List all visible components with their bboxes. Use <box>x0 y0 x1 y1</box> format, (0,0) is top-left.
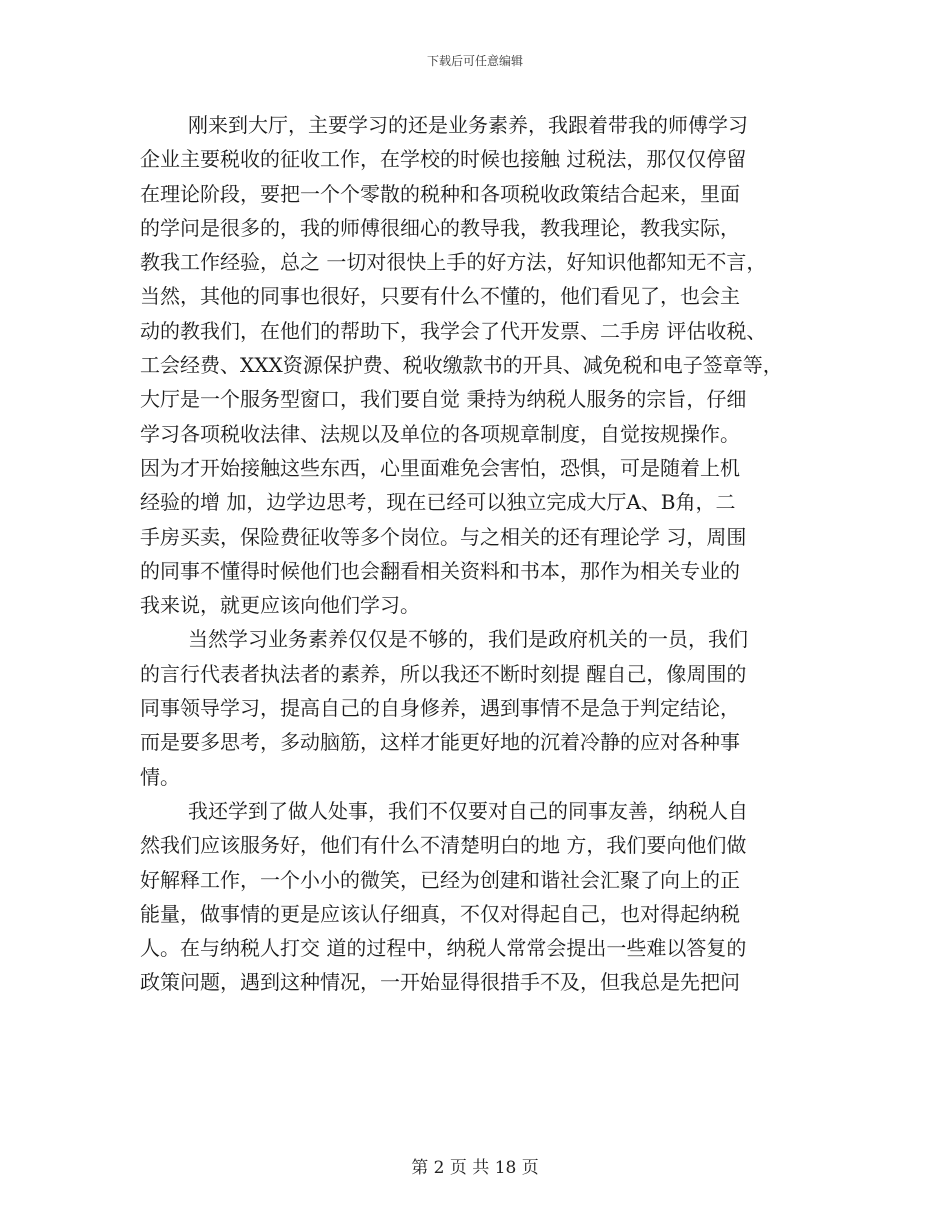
text-line: 当然，其他的同事也很好，只要有什么不懂的，他们看见了，也会主 <box>140 284 740 309</box>
text-line: 而是要多思考，多动脑筋，这样才能更好地的沉着冷静的应对各种事 <box>140 730 740 755</box>
paragraph-3 <box>140 794 820 1000</box>
text-line: 学习各项税收法律、法规以及单位的各项规章制度，自觉按规操作。 <box>140 421 740 446</box>
text-line: 刚来到大厅，主要学习的还是业务素养，我跟着带我的师傅学习 <box>188 113 748 137</box>
text-line: 然我们应该服务好，他们有什么不清楚明白的地 方，我们要向他们做 <box>140 833 747 858</box>
text-line: 的同事不懂得时候他们也会翻看相关资料和书本，那作为相关专业的 <box>140 558 740 583</box>
text-line: 的言行代表者执法者的素养，所以我还不断时刻提 醒自己，像周围的 <box>140 661 747 686</box>
text-line: 我来说，就更应该向他们学习。 <box>140 593 420 618</box>
page-header: 下载后可任意编辑 <box>426 54 523 68</box>
text-line: 能量，做事情的更是应该认仔细真，不仅对得起自己，也对得起纳税 <box>140 901 740 926</box>
paragraph-2 <box>140 622 820 793</box>
text-line: 大厅是一个服务型窗口，我们要自觉 秉持为纳税人服务的宗旨，仔细 <box>140 387 747 412</box>
text-line: 手房买卖，保险费征收等多个岗位。与之相关的还有理论学 习，周围 <box>140 524 747 549</box>
text-line: 政策问题，遇到这种情况，一开始显得很措手不及，但我总是先把问 <box>140 970 740 995</box>
page-footer: 第 2 页 共 18 页 <box>411 1158 539 1178</box>
text-line: 情。 <box>140 764 180 789</box>
text-line: 当然学习业务素养仅仅是不够的，我们是政府机关的一员，我们 <box>188 627 748 652</box>
text-line: 因为才开始接触这些东西，心里面难免会害怕，恐惧，可是随着上机 <box>140 455 740 480</box>
text-line: 的学问是很多的，我的师傅很细心的教导我，教我理论，教我实际， <box>140 215 740 240</box>
text-line: 在理论阶段，要把一个个零散的税种和各项税收政策结合起来，里面 <box>140 181 740 206</box>
text-line: 同事领导学习，提高自己的自身修养，遇到事情不是急于判定结论， <box>140 696 740 721</box>
text-line: 工会经费、XXX资源保护费、税收缴款书的开具、减免税和电子签章等， <box>140 353 783 378</box>
text-line: 好解释工作，一个小小的微笑，已经为创建和谐社会汇聚了向上的正 <box>140 867 740 892</box>
text-line: 动的教我们，在他们的帮助下，我学会了代开发票、二手房 评估收税、 <box>140 318 767 343</box>
text-line: 我还学到了做人处事，我们不仅要对自己的同事友善，纳税人自 <box>188 798 748 823</box>
text-line: 经验的增 加，边学边思考，现在已经可以独立完成大厅A、B角，二 <box>140 490 736 515</box>
document-body <box>140 108 820 1000</box>
paragraph-1 <box>140 108 820 622</box>
text-line: 人。在与纳税人打交 道的过程中，纳税人常常会提出一些难以答复的 <box>140 936 747 961</box>
text-line: 教我工作经验，总之 一切对很快上手的好方法，好知识他都知无不言， <box>140 250 767 275</box>
text-line: 企业主要税收的征收工作，在学校的时候也接触 过税法，那仅仅停留 <box>140 147 747 172</box>
